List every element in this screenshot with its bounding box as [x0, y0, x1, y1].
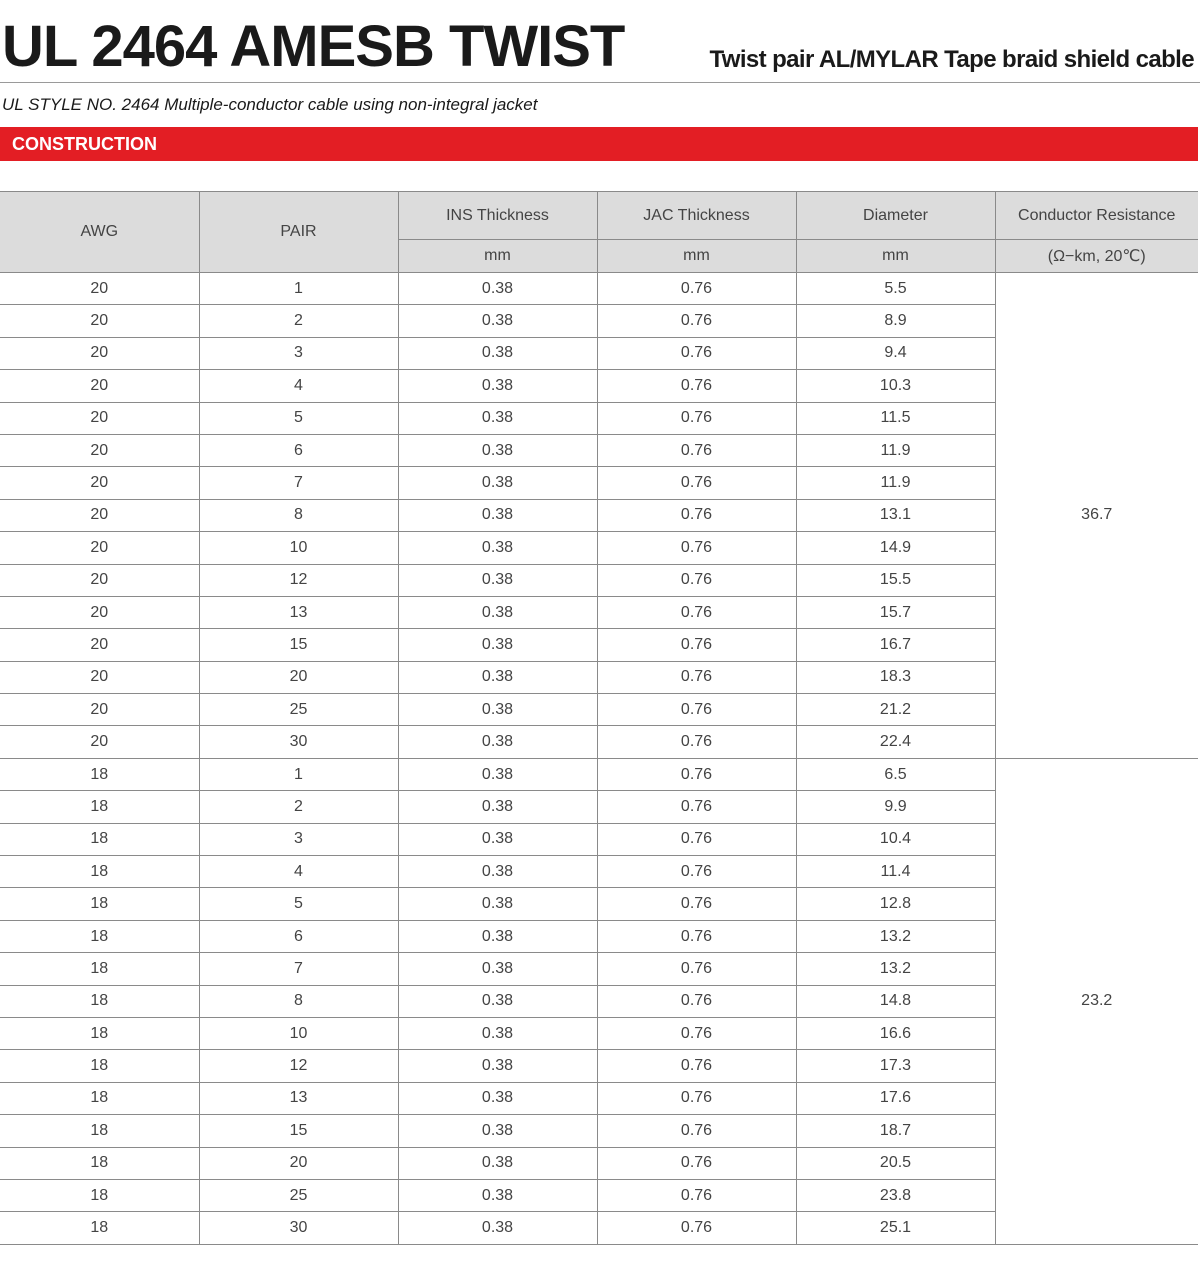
header-awg: AWG [0, 192, 199, 273]
cell-awg: 20 [0, 273, 199, 305]
cell-ins: 0.38 [398, 920, 597, 952]
unit-resistance: (Ω−km, 20℃) [995, 240, 1198, 273]
cell-pair: 3 [199, 823, 398, 855]
cell-awg: 18 [0, 985, 199, 1017]
cell-awg: 20 [0, 532, 199, 564]
cell-awg: 18 [0, 953, 199, 985]
cell-awg: 20 [0, 694, 199, 726]
cell-jac: 0.76 [597, 758, 796, 790]
cell-jac: 0.76 [597, 273, 796, 305]
cell-pair: 30 [199, 726, 398, 758]
cell-ins: 0.38 [398, 856, 597, 888]
cell-pair: 8 [199, 499, 398, 531]
cell-ins: 0.38 [398, 564, 597, 596]
cell-diameter: 11.5 [796, 402, 995, 434]
cell-awg: 18 [0, 1017, 199, 1049]
cell-ins: 0.38 [398, 402, 597, 434]
cell-diameter: 15.5 [796, 564, 995, 596]
cell-jac: 0.76 [597, 823, 796, 855]
cell-awg: 20 [0, 370, 199, 402]
cell-diameter: 17.6 [796, 1082, 995, 1114]
cell-awg: 18 [0, 1082, 199, 1114]
header-ins-thickness: INS Thickness [398, 192, 597, 240]
cell-ins: 0.38 [398, 499, 597, 531]
table-header [0, 192, 1198, 273]
cell-awg: 18 [0, 1147, 199, 1179]
cell-pair: 7 [199, 953, 398, 985]
cell-jac: 0.76 [597, 564, 796, 596]
cell-jac: 0.76 [597, 467, 796, 499]
cell-diameter: 10.4 [796, 823, 995, 855]
cell-pair: 1 [199, 273, 398, 305]
cell-ins: 0.38 [398, 337, 597, 369]
cell-diameter: 14.8 [796, 985, 995, 1017]
cell-diameter: 13.1 [796, 499, 995, 531]
cell-pair: 20 [199, 661, 398, 693]
header-row [0, 192, 1198, 240]
cell-jac: 0.76 [597, 1115, 796, 1147]
unit-diameter: mm [796, 240, 995, 273]
cell-jac: 0.76 [597, 1179, 796, 1211]
section-label: CONSTRUCTION [12, 134, 157, 154]
cell-diameter: 9.9 [796, 791, 995, 823]
cell-pair: 30 [199, 1212, 398, 1244]
cell-jac: 0.76 [597, 1082, 796, 1114]
cell-jac: 0.76 [597, 888, 796, 920]
header-jac-thickness: JAC Thickness [597, 192, 796, 240]
cell-pair: 12 [199, 1050, 398, 1082]
title-divider [0, 82, 1200, 83]
cell-pair: 7 [199, 467, 398, 499]
cell-ins: 0.38 [398, 661, 597, 693]
cell-jac: 0.76 [597, 596, 796, 628]
cell-ins: 0.38 [398, 791, 597, 823]
cell-ins: 0.38 [398, 694, 597, 726]
cell-awg: 20 [0, 629, 199, 661]
cell-ins: 0.38 [398, 596, 597, 628]
cell-jac: 0.76 [597, 1212, 796, 1244]
cell-diameter: 16.6 [796, 1017, 995, 1049]
header-diameter: Diameter [796, 192, 995, 240]
cell-awg: 20 [0, 402, 199, 434]
cell-jac: 0.76 [597, 337, 796, 369]
cell-diameter: 20.5 [796, 1147, 995, 1179]
cell-ins: 0.38 [398, 726, 597, 758]
cell-jac: 0.76 [597, 920, 796, 952]
cell-awg: 18 [0, 1179, 199, 1211]
cell-diameter: 5.5 [796, 273, 995, 305]
cell-diameter: 14.9 [796, 532, 995, 564]
cell-jac: 0.76 [597, 856, 796, 888]
cell-diameter: 8.9 [796, 305, 995, 337]
cell-conductor-resistance: 36.7 [995, 273, 1198, 759]
cell-diameter: 16.7 [796, 629, 995, 661]
cell-ins: 0.38 [398, 953, 597, 985]
table-body [0, 273, 1198, 1245]
cell-awg: 18 [0, 856, 199, 888]
cell-diameter: 18.7 [796, 1115, 995, 1147]
cell-diameter: 6.5 [796, 758, 995, 790]
cell-awg: 18 [0, 758, 199, 790]
cell-awg: 18 [0, 823, 199, 855]
cell-pair: 2 [199, 305, 398, 337]
cell-ins: 0.38 [398, 305, 597, 337]
cell-diameter: 17.3 [796, 1050, 995, 1082]
header-pair: PAIR [199, 192, 398, 273]
cell-diameter: 21.2 [796, 694, 995, 726]
cell-jac: 0.76 [597, 499, 796, 531]
cell-jac: 0.76 [597, 1017, 796, 1049]
cell-pair: 10 [199, 532, 398, 564]
cell-jac: 0.76 [597, 1050, 796, 1082]
cell-jac: 0.76 [597, 953, 796, 985]
cell-ins: 0.38 [398, 1115, 597, 1147]
cell-awg: 20 [0, 467, 199, 499]
cell-pair: 20 [199, 1147, 398, 1179]
cell-jac: 0.76 [597, 370, 796, 402]
cell-pair: 6 [199, 434, 398, 466]
cell-ins: 0.38 [398, 1050, 597, 1082]
cell-pair: 2 [199, 791, 398, 823]
cell-awg: 18 [0, 791, 199, 823]
cell-ins: 0.38 [398, 1017, 597, 1049]
cell-awg: 18 [0, 1050, 199, 1082]
cell-jac: 0.76 [597, 791, 796, 823]
cell-awg: 20 [0, 661, 199, 693]
cell-awg: 18 [0, 888, 199, 920]
cell-diameter: 18.3 [796, 661, 995, 693]
cell-ins: 0.38 [398, 985, 597, 1017]
cell-pair: 15 [199, 629, 398, 661]
cell-conductor-resistance: 23.2 [995, 758, 1198, 1244]
cell-awg: 20 [0, 305, 199, 337]
cell-pair: 5 [199, 888, 398, 920]
cell-pair: 10 [199, 1017, 398, 1049]
cell-ins: 0.38 [398, 273, 597, 305]
cell-jac: 0.76 [597, 305, 796, 337]
cell-ins: 0.38 [398, 1179, 597, 1211]
cell-ins: 0.38 [398, 758, 597, 790]
cell-jac: 0.76 [597, 726, 796, 758]
cell-diameter: 13.2 [796, 953, 995, 985]
cell-jac: 0.76 [597, 661, 796, 693]
cell-diameter: 23.8 [796, 1179, 995, 1211]
cell-jac: 0.76 [597, 1147, 796, 1179]
cell-jac: 0.76 [597, 629, 796, 661]
cell-diameter: 25.1 [796, 1212, 995, 1244]
cell-awg: 18 [0, 1115, 199, 1147]
cell-diameter: 10.3 [796, 370, 995, 402]
cell-awg: 20 [0, 726, 199, 758]
title-row [0, 12, 1200, 80]
cell-ins: 0.38 [398, 467, 597, 499]
cell-pair: 13 [199, 1082, 398, 1114]
cell-pair: 4 [199, 370, 398, 402]
cell-awg: 20 [0, 434, 199, 466]
cell-diameter: 9.4 [796, 337, 995, 369]
cell-diameter: 13.2 [796, 920, 995, 952]
cell-pair: 25 [199, 1179, 398, 1211]
cell-diameter: 12.8 [796, 888, 995, 920]
cell-pair: 12 [199, 564, 398, 596]
cell-jac: 0.76 [597, 985, 796, 1017]
cell-ins: 0.38 [398, 1212, 597, 1244]
cell-awg: 20 [0, 499, 199, 531]
cell-awg: 20 [0, 596, 199, 628]
table-row [0, 758, 1198, 790]
cell-ins: 0.38 [398, 629, 597, 661]
cell-ins: 0.38 [398, 1082, 597, 1114]
table-row [0, 273, 1198, 305]
cell-diameter: 11.4 [796, 856, 995, 888]
cell-ins: 0.38 [398, 823, 597, 855]
cell-pair: 1 [199, 758, 398, 790]
cell-diameter: 11.9 [796, 434, 995, 466]
cell-awg: 18 [0, 1212, 199, 1244]
cell-ins: 0.38 [398, 888, 597, 920]
cell-pair: 3 [199, 337, 398, 369]
cell-pair: 6 [199, 920, 398, 952]
unit-ins: mm [398, 240, 597, 273]
construction-table [0, 191, 1198, 1245]
cell-awg: 18 [0, 920, 199, 952]
cell-awg: 20 [0, 564, 199, 596]
cell-pair: 13 [199, 596, 398, 628]
cell-ins: 0.38 [398, 1147, 597, 1179]
cell-ins: 0.38 [398, 434, 597, 466]
page-title: UL 2464 AMESB TWIST [2, 14, 625, 79]
cell-pair: 5 [199, 402, 398, 434]
cell-jac: 0.76 [597, 402, 796, 434]
cell-pair: 15 [199, 1115, 398, 1147]
cell-jac: 0.76 [597, 694, 796, 726]
cell-diameter: 15.7 [796, 596, 995, 628]
cell-pair: 4 [199, 856, 398, 888]
cell-ins: 0.38 [398, 532, 597, 564]
header-conductor-resistance: Conductor Resistance [995, 192, 1198, 240]
unit-jac: mm [597, 240, 796, 273]
cell-ins: 0.38 [398, 370, 597, 402]
cell-pair: 8 [199, 985, 398, 1017]
cell-jac: 0.76 [597, 532, 796, 564]
section-bar-construction [0, 127, 1198, 161]
cell-pair: 25 [199, 694, 398, 726]
style-note: UL STYLE NO. 2464 Multiple-conductor cable using non-integral jacket [2, 95, 538, 114]
cell-diameter: 22.4 [796, 726, 995, 758]
page-subtitle: Twist pair AL/MYLAR Tape braid shield cable [709, 46, 1194, 73]
cell-jac: 0.76 [597, 434, 796, 466]
cell-awg: 20 [0, 337, 199, 369]
cell-diameter: 11.9 [796, 467, 995, 499]
